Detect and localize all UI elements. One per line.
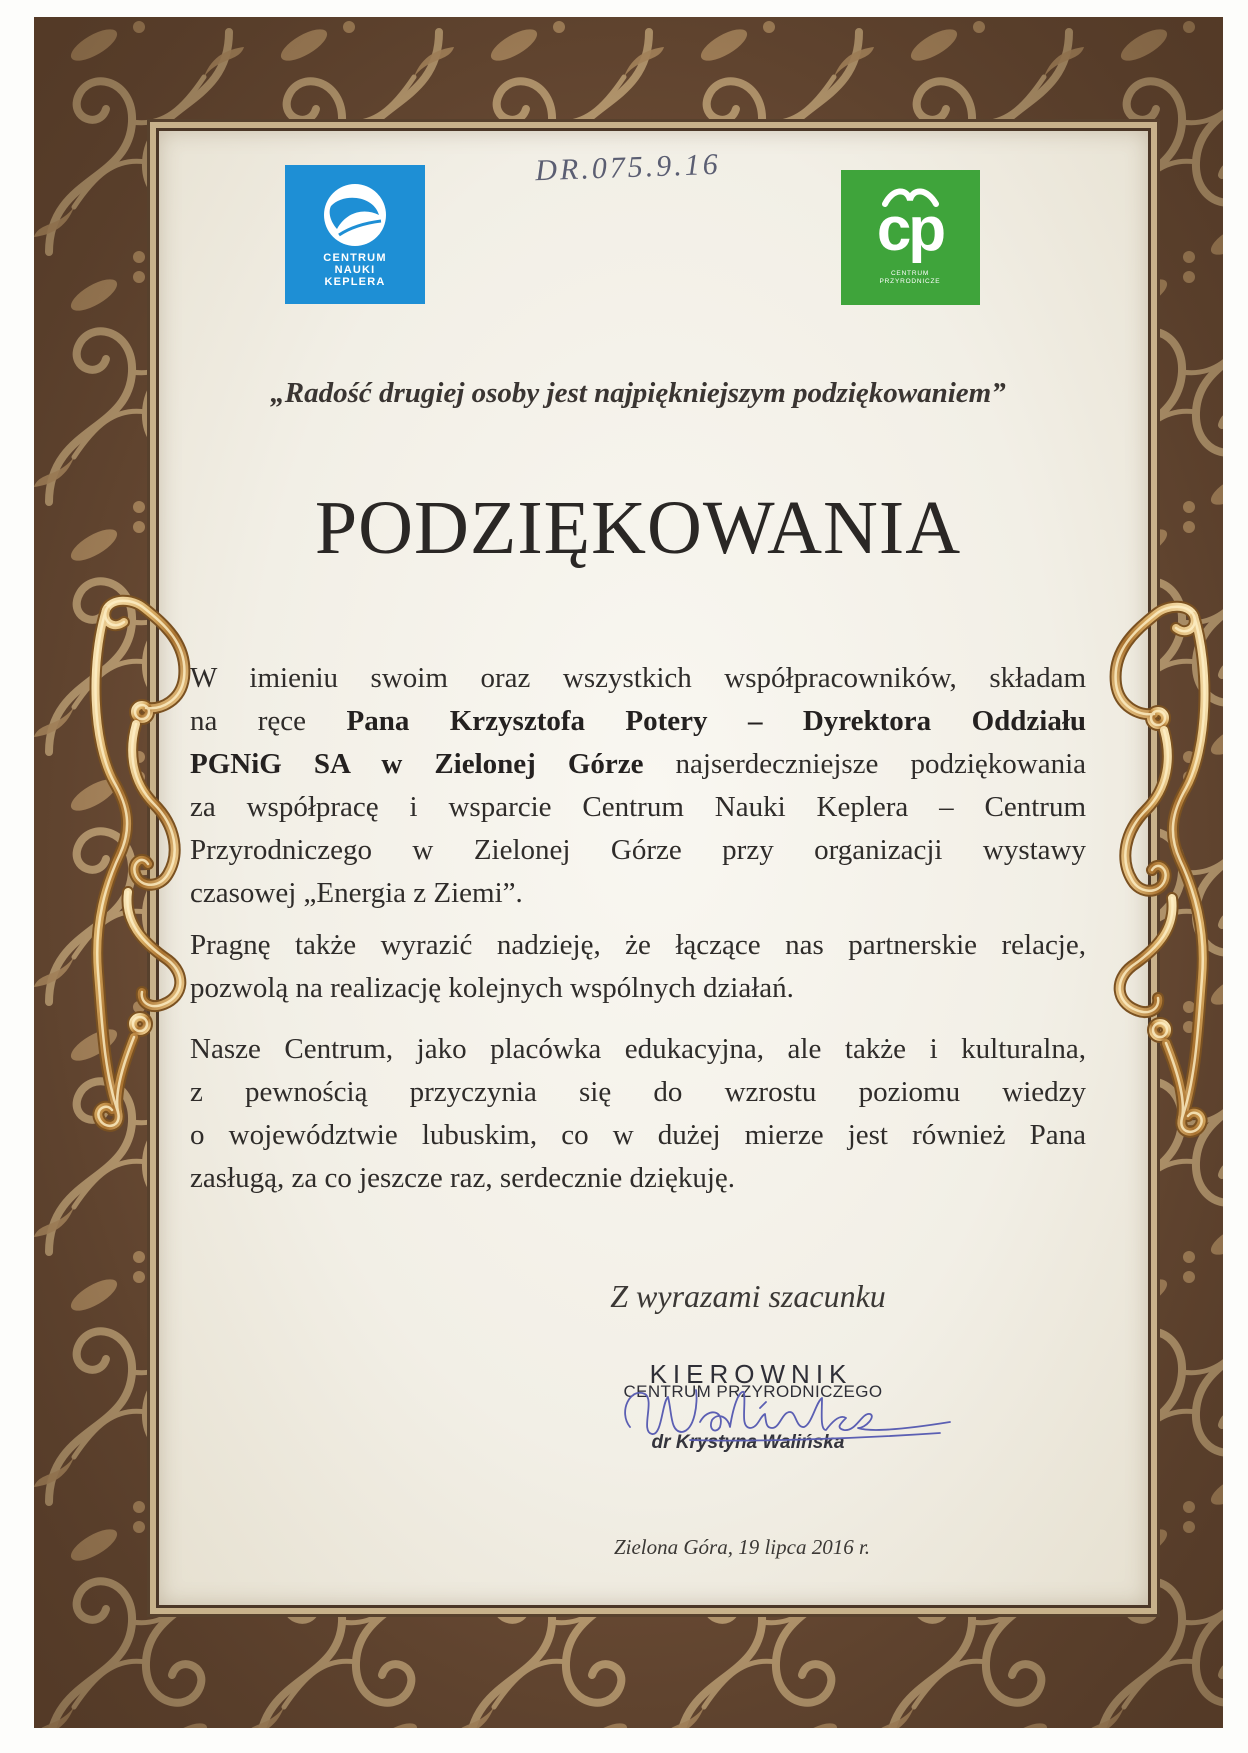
letter-body: [190, 657, 1086, 1200]
stamp-name: dr Krystyna Walińska: [651, 1432, 845, 1453]
stamp-unit: CENTRUM PRZYRODNICZEGO: [623, 1382, 883, 1401]
body-text: Przyrodniczego w Zielonej Górze przy organizacji wystawy: [190, 834, 1086, 866]
body-line: [190, 1157, 1086, 1200]
logo-mark: cp: [876, 195, 944, 264]
recipient-name: Pana Krzysztofa Potery – Dyrektora Oddziału: [346, 705, 1087, 737]
body-text: za współpracę i wsparcie Centrum Nauki Keplera – Centrum: [190, 791, 1086, 823]
kepler-orbit-icon: [324, 184, 386, 246]
logo-text: PRZYRODNICZE: [879, 278, 941, 285]
paragraph: [190, 657, 1086, 915]
body-text: najserdeczniejsze podziękowania: [675, 748, 1086, 780]
body-line: [190, 924, 1086, 967]
body-text: Nasze Centrum, jako placówka edukacyjna, ale także i kulturalna,: [190, 1033, 1086, 1065]
gold-scroll-ornament-right: [1096, 598, 1216, 1138]
body-line: [190, 1071, 1086, 1114]
motto-quote: „Radość drugiej osoby jest najpiękniejszym podziękowaniem”: [270, 377, 1006, 409]
body-line: [190, 967, 1086, 1010]
place-and-date: Zielona Góra, 19 lipca 2016 r.: [613, 1535, 871, 1559]
gold-scroll-ornament-left: [84, 592, 204, 1132]
body-text: z pewnością przyczynia się do wzrostu poziomu wiedzy: [190, 1076, 1086, 1108]
handwritten-signature: [600, 1372, 960, 1462]
body-text: o województwie lubuskim, co w dużej mierze jest również Pana: [190, 1119, 1086, 1151]
body-line: [190, 657, 1086, 700]
body-text: zasługą, za co jeszcze raz, serdecznie dziękuję.: [190, 1162, 736, 1194]
body-text: na ręce: [190, 705, 307, 737]
body-line: [190, 1114, 1086, 1157]
paragraph: [190, 1028, 1086, 1200]
body-text: W imieniu swoim oraz wszystkich współpracowników, składam: [190, 662, 1086, 694]
body-line: [190, 786, 1086, 829]
body-text: pozwolą na realizację kolejnych wspólnych działań.: [190, 972, 794, 1004]
handwritten-reference-note: DR.075.9.16: [534, 147, 722, 188]
body-line: [190, 1028, 1086, 1071]
logo-text: NAUKI: [334, 264, 376, 276]
logo-text: KEPLERA: [324, 276, 386, 288]
document-title: PODZIĘKOWANIA: [314, 486, 962, 570]
recipient-organization: PGNiG SA w Zielonej Górze: [190, 748, 644, 780]
kepler-centre-logo: [285, 165, 425, 304]
body-text: czasowej „Energia z Ziemi”.: [190, 877, 523, 909]
paragraph: [190, 924, 1086, 1010]
body-text: Pragnę także wyrazić nadzieję, że łączące nas partnerskie relacje,: [190, 929, 1086, 961]
centrum-przyrodnicze-logo: [841, 170, 980, 305]
body-line: [190, 743, 1086, 786]
body-line: [190, 700, 1086, 743]
body-line: [190, 829, 1086, 872]
body-line: [190, 872, 1086, 915]
logo-text: CENTRUM: [323, 252, 387, 264]
stamp-position: KIEROWNIK: [649, 1359, 853, 1389]
closing-salutation: Z wyrazami szacunku: [610, 1278, 886, 1314]
logo-text: CENTRUM: [890, 270, 930, 277]
